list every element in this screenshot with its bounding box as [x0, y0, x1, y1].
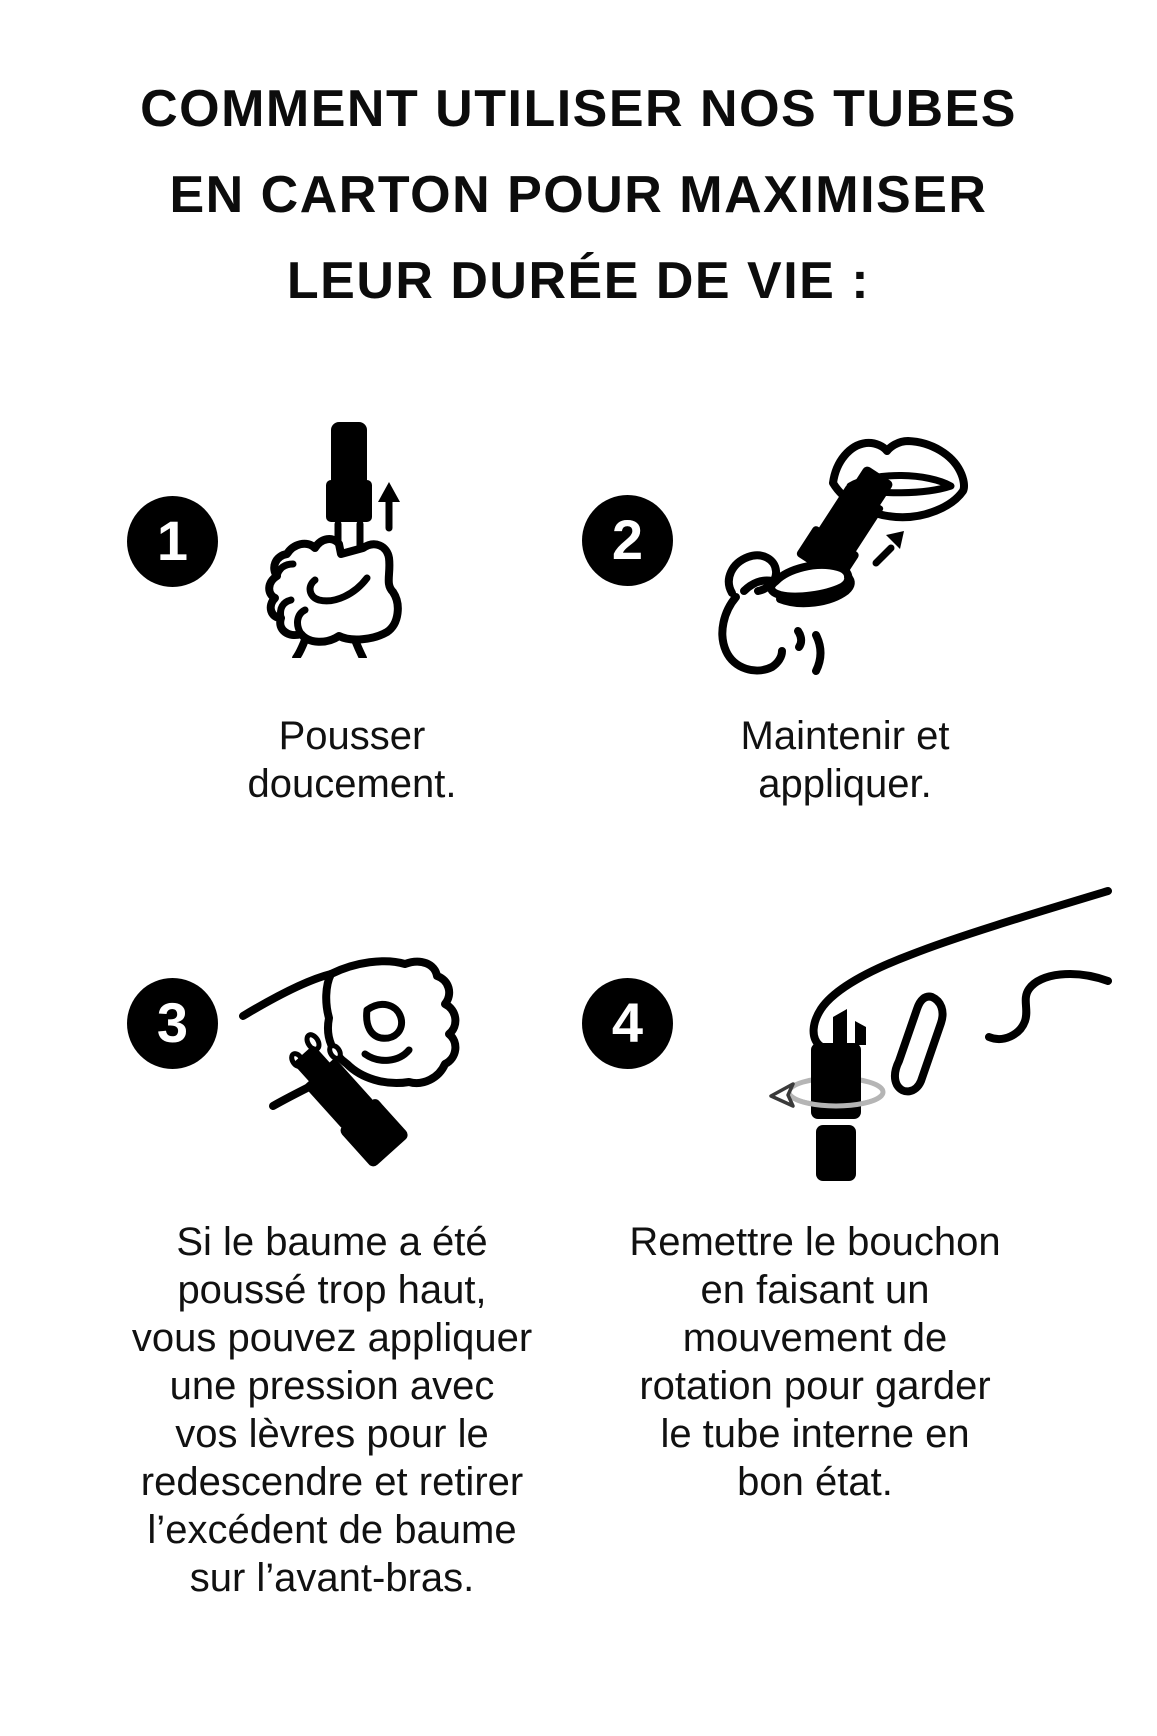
up-arrow-icon: [378, 482, 400, 528]
clenched-fist-icon: [326, 961, 455, 1083]
step-1-number-badge: [127, 496, 218, 587]
step-2-caption: Maintenir et appliquer.: [740, 714, 950, 806]
step-2-number: 2: [611, 507, 644, 571]
push-tube-up-illustration: [235, 378, 415, 658]
twist-cap-illustration: [695, 833, 1115, 1183]
inner-tube-top-icon: [833, 1009, 866, 1045]
step-4-number: 4: [611, 990, 644, 1054]
step-3-number-badge: [127, 978, 218, 1069]
fist-hand-icon: [269, 539, 398, 658]
apply-to-lips-illustration: [680, 385, 1020, 675]
holding-hand-icon: [722, 555, 850, 671]
step-1-number: 1: [156, 508, 189, 572]
step-2-number-badge: [582, 495, 673, 586]
up-right-arrow-icon: [876, 531, 904, 563]
step-4-caption: Remettre le bouchon en faisant un mouvement de rotation pour garder le tube interne en bon état.: [629, 1220, 1001, 1504]
step-1-caption: Pousser doucement.: [247, 714, 457, 806]
step-4-number-badge: [582, 978, 673, 1069]
step-3-number: 3: [156, 990, 189, 1054]
capped-tube-icon: [811, 1043, 861, 1181]
press-on-forearm-illustration: [225, 858, 465, 1168]
step-3-caption: Si le baume a été poussé trop haut, vous pouvez appliquer une pression avec vos lèvres pour le redescendre et retirer l’excédent de baume sur l’avant-bras.: [131, 1220, 533, 1600]
page-title: COMMENT UTILISER NOS TUBES EN CARTON POUR MAXIMISER LEUR DURÉE DE VIE :: [140, 80, 1017, 310]
